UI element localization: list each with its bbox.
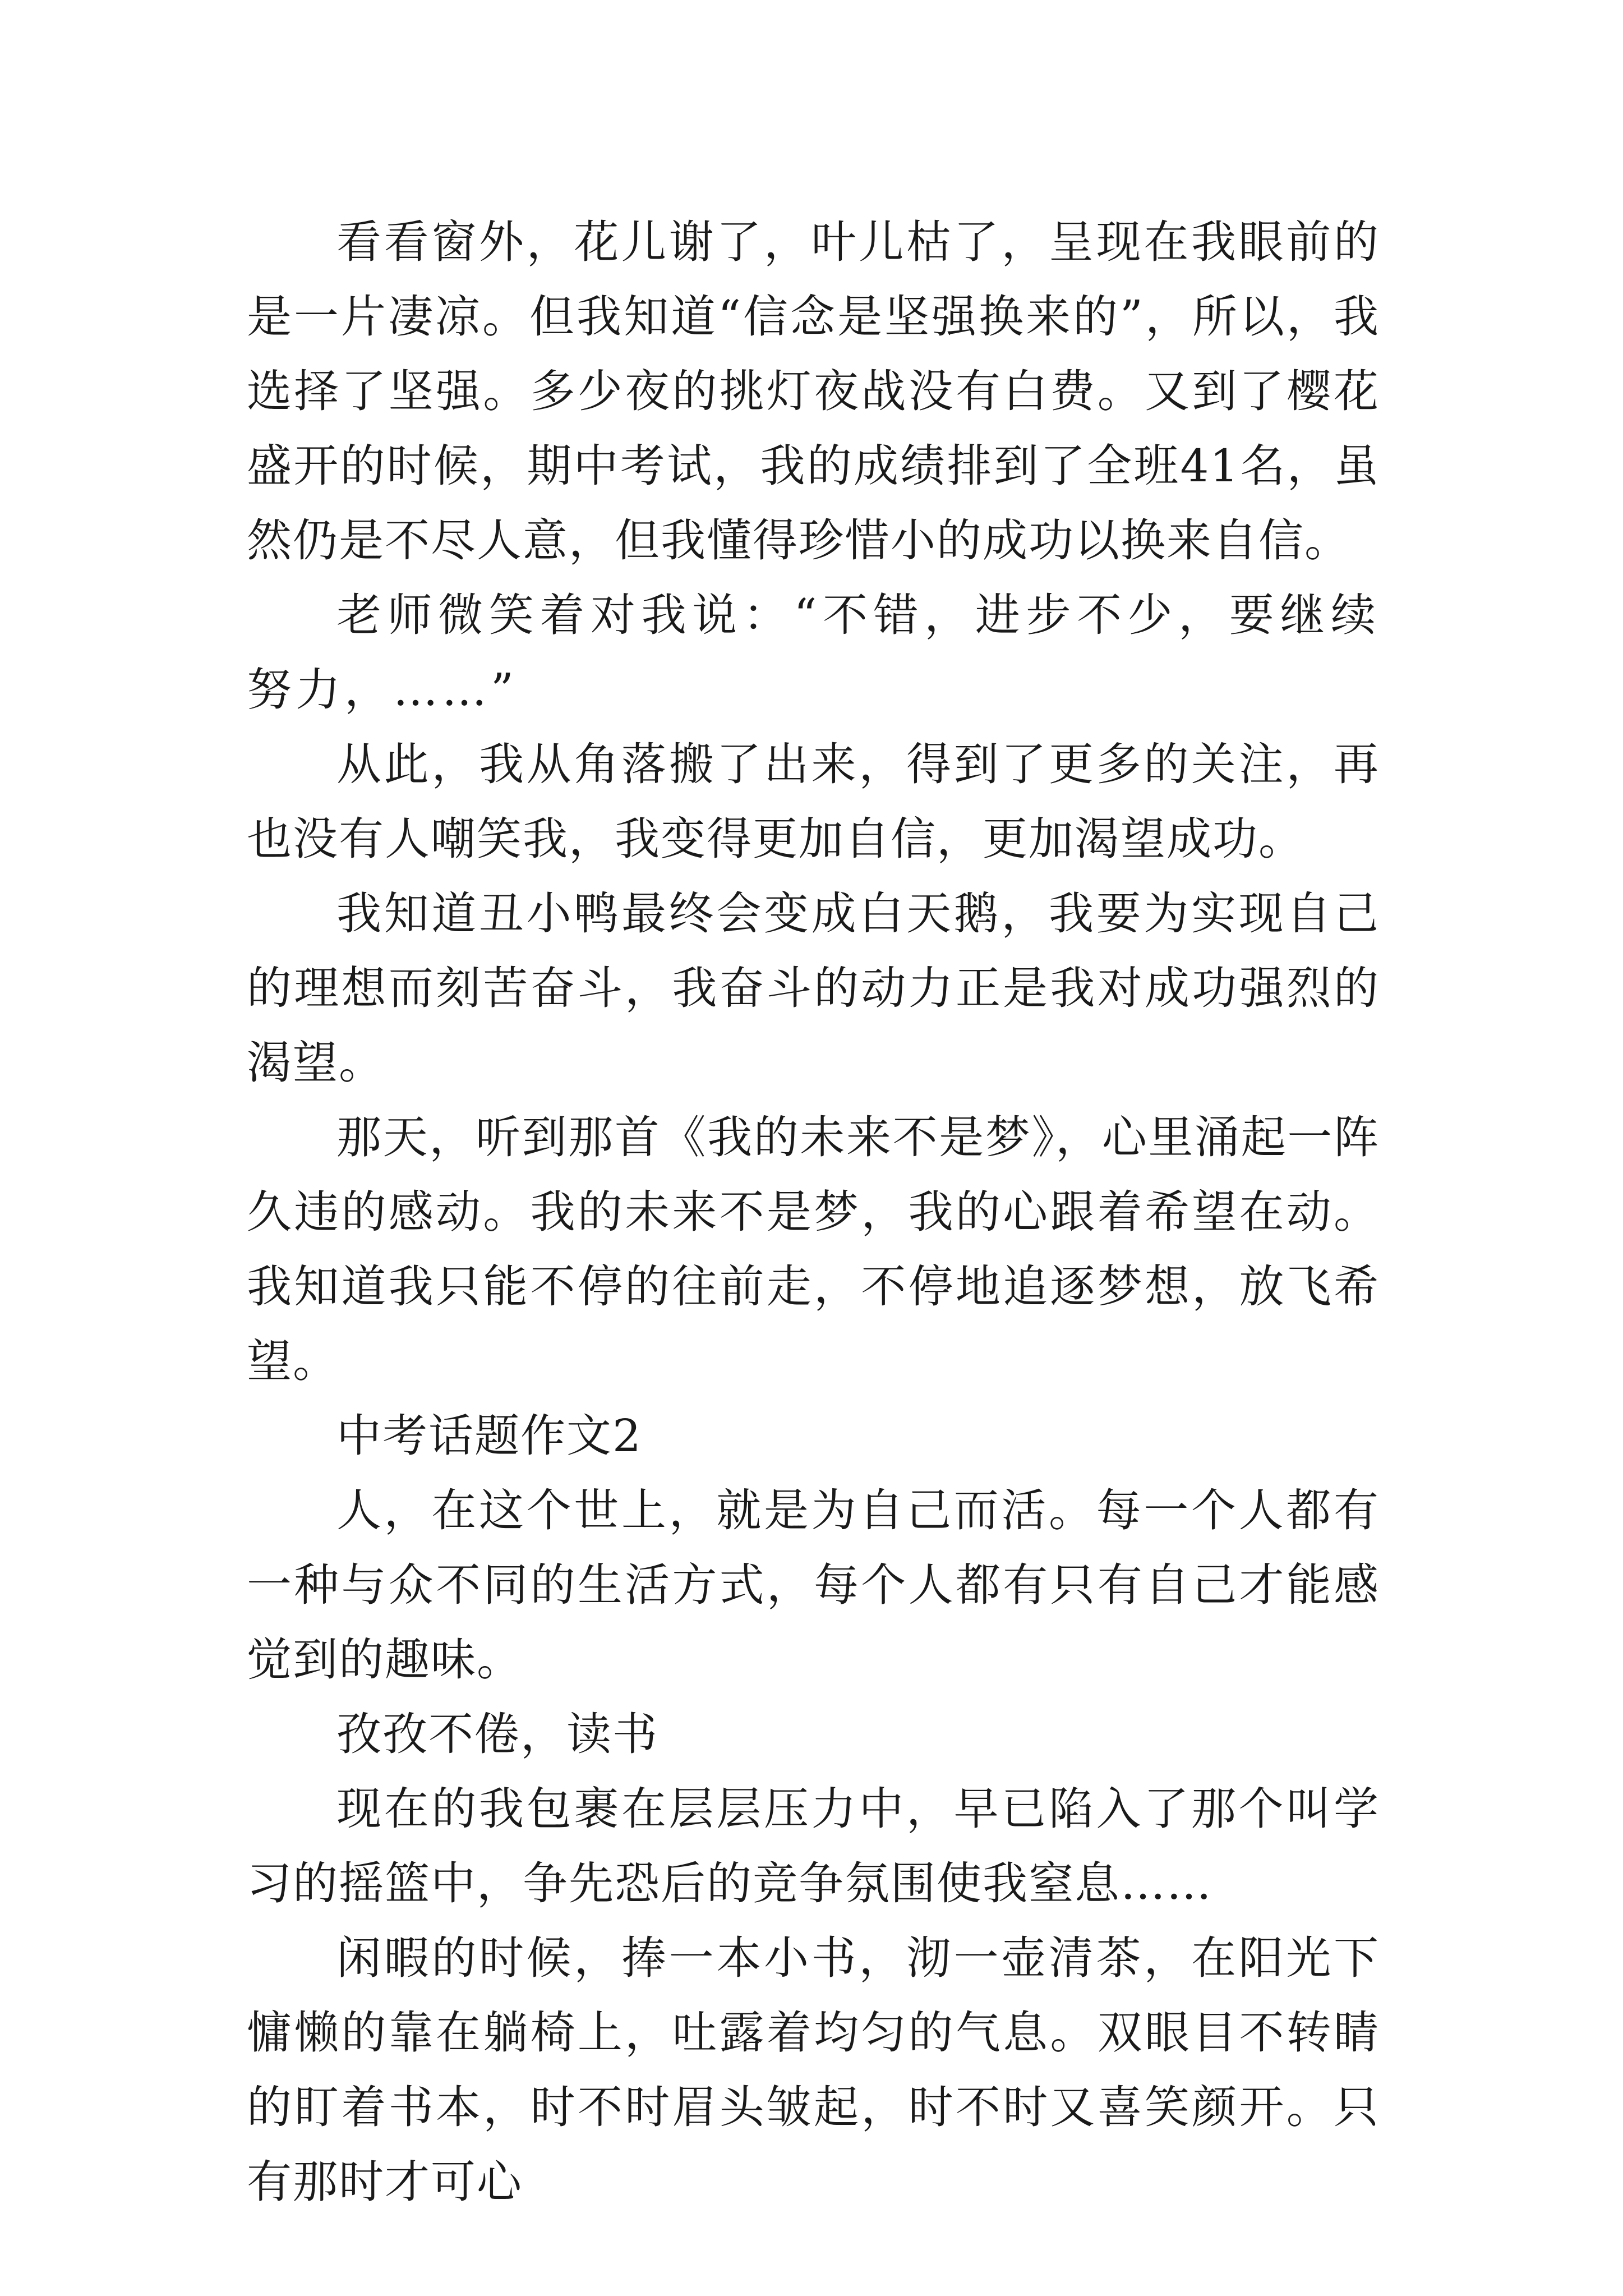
paragraph-7: 现在的我包裹在层层压力中，早已陷入了那个叫学习的摇篮中，争先恐后的竞争氛围使我窒息…… [247, 1783, 1380, 1910]
paragraph-5: 那天，听到那首《我的未来不是梦》，心里涌起一阵久违的感动。我的未来不是梦，我的心跟着希望在动。我知道我只能不停的往前走，不停地追逐梦想，放飞希望。 [247, 1111, 1380, 1387]
section-heading-essay-2: 中考话题作文2 [336, 1410, 642, 1462]
section-heading-reading: 孜孜不倦，读书 [336, 1708, 658, 1760]
paragraph-6: 人，在这个世上，就是为自己而活。每一个人都有一种与众不同的生活方式，每个人都有只有自己才能感觉到的趣味。 [247, 1484, 1380, 1686]
document-body [247, 205, 1380, 2219]
paragraph-1: 看看窗外，花儿谢了，叶儿枯了，呈现在我眼前的是一片凄凉。但我知道“信念是坚强换来的”，所以，我选择了坚强。多少夜的挑灯夜战没有白费。又到了樱花盛开的时候，期中考试，我的成绩排到了全班41名，虽然仍是不尽人意，但我懂得珍惜小的成功以换来自信。 [247, 216, 1380, 567]
paragraph-3: 从此，我从角落搬了出来，得到了更多的关注，再也没有人嘲笑我，我变得更加自信，更加渴望成功。 [247, 738, 1380, 865]
paragraph-4: 我知道丑小鸭最终会变成白天鹅，我要为实现自己的理想而刻苦奋斗，我奋斗的动力正是我对成功强烈的渴望。 [247, 887, 1380, 1089]
paragraph-2: 老师微笑着对我说：“不错，进步不少，要继续努力，……” [247, 589, 1380, 716]
paragraph-8: 闲暇的时候，捧一本小书，沏一壶清茶，在阳光下慵懒的靠在躺椅上，吐露着均匀的气息。双眼目不转睛的盯着书本，时不时眉头皱起，时不时又喜笑颜开。只有那时才可心 [247, 1932, 1380, 2208]
